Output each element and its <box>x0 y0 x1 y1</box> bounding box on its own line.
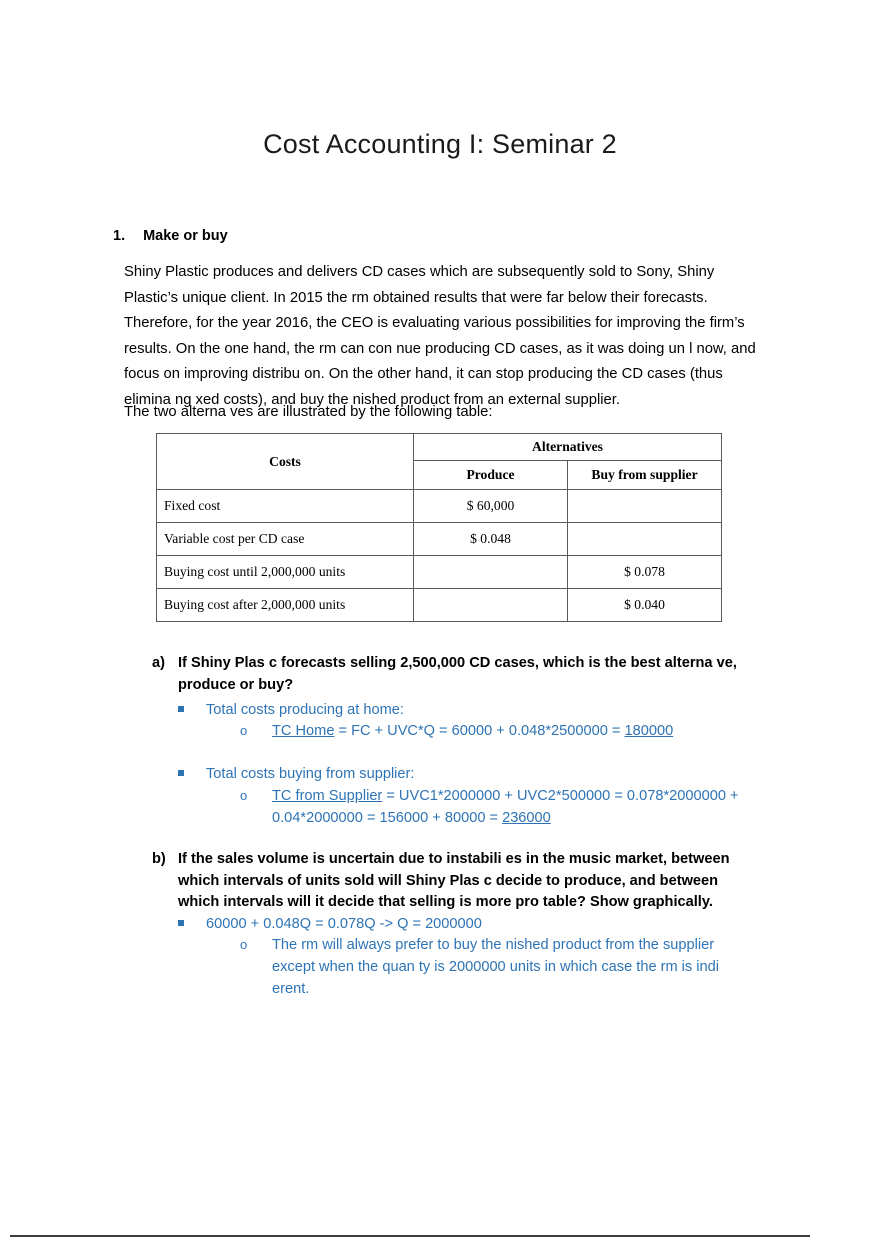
tc-home-result: 180000 <box>624 723 674 739</box>
row-buy-fixed-cost <box>568 490 722 523</box>
intro-paragraph: Shiny Plastic produces and delivers CD cases which are subsequently sold to Sony, Shiny Plastic’s unique client. In 2015 the rm obtained results that were far below their forecasts. Therefore, for the year 2016, the CEO is evaluating various possibilities for improving the firm’s results. On the one hand, the rm can con nue producing CD cases, as it was doing un l now, and focus on improving distribu on. On the other hand, it can stop producing the CD cases (thus elimina ng xed costs), and buy the nished product from an external supplier. <box>124 264 756 408</box>
table-header-buy: Buy from supplier <box>568 461 722 490</box>
table-lead-paragraph: The two alterna ves are illustrated by the following table: <box>124 404 493 420</box>
tc-supplier-body: = UVC1*2000000 + UVC2*500000 = 0.078*2000000 + 0.04*2000000 = 156000 + 80000 = <box>272 788 739 826</box>
table-row <box>157 523 722 556</box>
row-buy-buying-cost-after: $ 0.040 <box>568 589 722 622</box>
row-produce-fixed-cost: $ 60,000 <box>414 490 568 523</box>
section-title: Make or buy <box>143 228 228 244</box>
row-produce-buying-cost-until <box>414 556 568 589</box>
page-title: Cost Accounting I: Seminar 2 <box>263 129 617 159</box>
answer-b-conclusion <box>240 934 760 1000</box>
row-buy-variable-cost <box>568 523 722 556</box>
question-a-text: If Shiny Plas c forecasts selling 2,500,000 CD cases, which is the best alterna ve, produce or buy? <box>178 655 737 693</box>
table-row <box>157 589 722 622</box>
tc-supplier-label: TC from Supplier <box>272 788 383 804</box>
table-row <box>157 556 722 589</box>
square-bullet-icon <box>178 706 184 712</box>
question-a <box>152 653 752 696</box>
table-header-produce: Produce <box>414 461 568 490</box>
row-buy-buying-cost-until: $ 0.078 <box>568 556 722 589</box>
tc-supplier-result: 236000 <box>502 810 551 826</box>
tc-home-label: TC Home <box>272 723 335 739</box>
question-b <box>152 849 752 914</box>
footer-divider <box>10 1235 810 1237</box>
answer-b-equation-text: 60000 + 0.048Q = 0.078Q -> Q = 2000000 <box>206 916 482 932</box>
section-heading <box>113 228 228 244</box>
cost-comparison-table <box>156 433 722 622</box>
answer-a-home-calculation <box>240 720 760 742</box>
circle-bullet-icon: o <box>240 788 248 803</box>
answer-a-supplier-calculation-text <box>272 785 760 829</box>
answer-a-supplier-heading-text: Total costs buying from supplier: <box>206 766 415 782</box>
question-b-marker: b) <box>152 851 166 867</box>
answer-a-home-calculation-text <box>272 720 760 742</box>
section-number: 1. <box>113 228 126 244</box>
tc-home-body: = FC + UVC*Q = 60000 + 0.048*2500000 = <box>334 723 625 739</box>
table-header-costs: Costs <box>157 434 414 490</box>
row-label-fixed-cost: Fixed cost <box>157 490 414 523</box>
row-produce-variable-cost: $ 0.048 <box>414 523 568 556</box>
row-produce-buying-cost-after <box>414 589 568 622</box>
answer-a-home-heading <box>178 699 758 721</box>
table-row <box>157 490 722 523</box>
question-a-marker: a) <box>152 655 165 671</box>
table-header-row-1 <box>157 434 722 461</box>
table-header-alternatives: Alternatives <box>414 434 722 461</box>
answer-b-equation <box>178 913 758 935</box>
row-label-buying-cost-until: Buying cost until 2,000,000 units <box>157 556 414 589</box>
answer-a-supplier-heading <box>178 763 758 785</box>
answer-a-home-heading-text: Total costs producing at home: <box>206 702 404 718</box>
row-label-variable-cost: Variable cost per CD case <box>157 523 414 556</box>
answer-b-conclusion-text: The rm will always prefer to buy the nished product from the supplier except when the quan ty is 2000000 units in which case the rm is indi erent. <box>272 937 719 997</box>
circle-bullet-icon: o <box>240 723 248 738</box>
circle-bullet-icon: o <box>240 937 248 952</box>
row-label-buying-cost-after: Buying cost after 2,000,000 units <box>157 589 414 622</box>
answer-a-supplier-calculation <box>240 785 760 829</box>
question-b-text: If the sales volume is uncertain due to instabili es in the music market, between which intervals of units sold will Shiny Plas c decide to produce, and between which intervals will it decide that selling is more pro table? Show graphically. <box>178 851 730 910</box>
square-bullet-icon <box>178 920 184 926</box>
square-bullet-icon <box>178 770 184 776</box>
